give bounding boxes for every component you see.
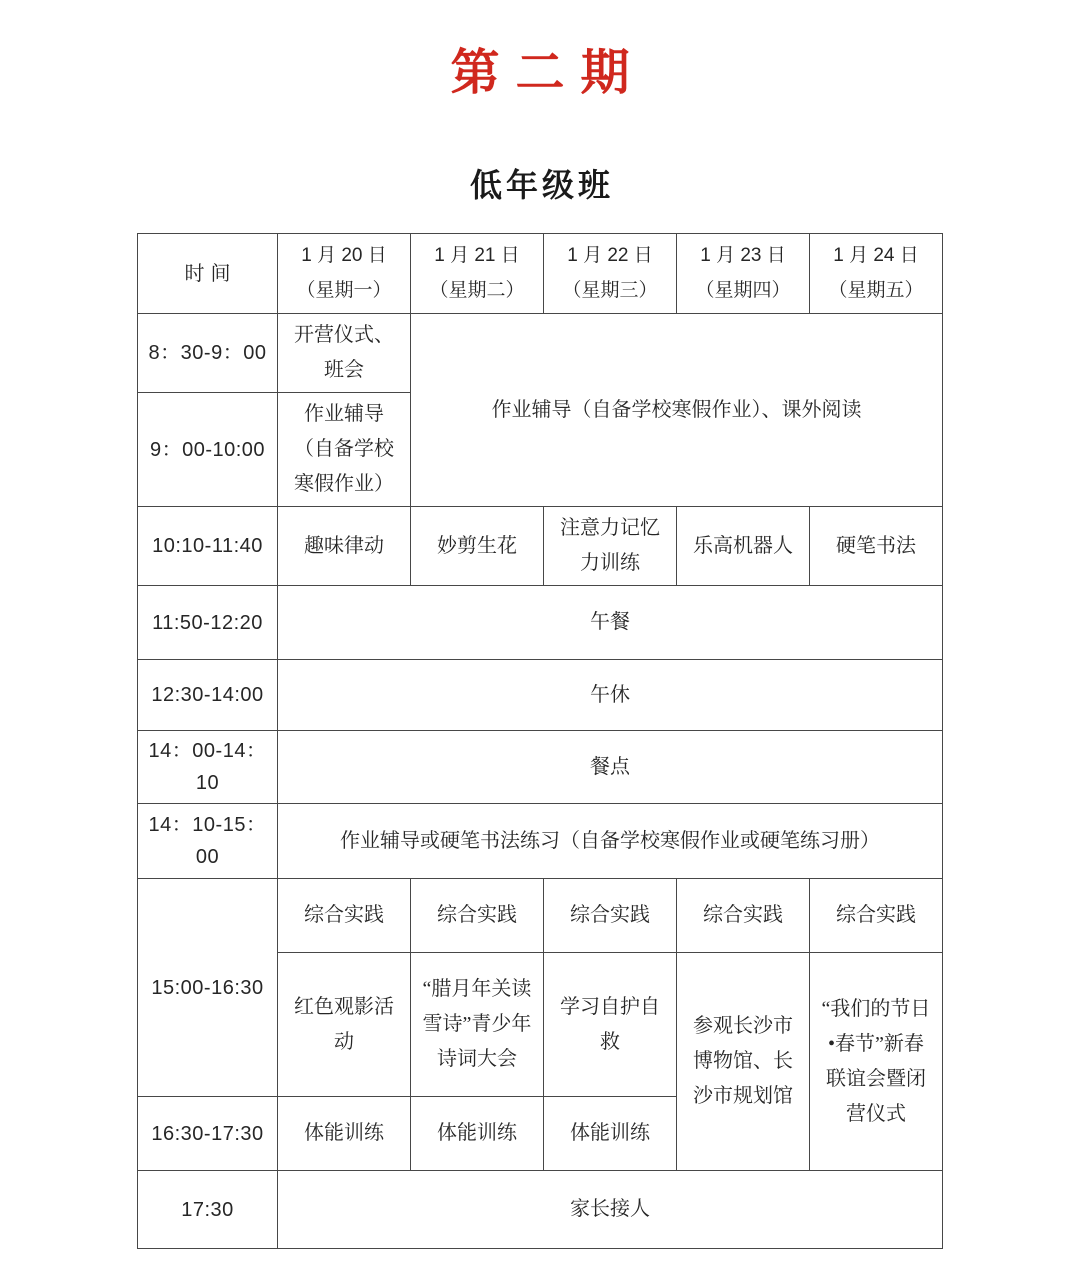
cell-time-0900: 9：00-10:00 bbox=[138, 393, 278, 507]
row-nap bbox=[138, 660, 943, 731]
day-weekday: （星期五） bbox=[828, 279, 924, 301]
cell-fitness-tuesday: 体能训练 bbox=[411, 1097, 544, 1171]
day-date: 1 月 22 日 bbox=[567, 245, 653, 267]
cell-time-0830: 8：30-9：00 bbox=[138, 314, 278, 393]
cell-activity-spring-gala: “我们的节日•春节”新春联谊会暨闭营仪式 bbox=[810, 953, 943, 1171]
day-weekday: （星期三） bbox=[562, 279, 658, 301]
header-row bbox=[138, 234, 943, 314]
day-weekday: （星期四） bbox=[695, 279, 791, 301]
row-opening bbox=[138, 314, 943, 393]
row-afternoon-homework bbox=[138, 804, 943, 879]
cell-practice-tuesday: 综合实践 bbox=[411, 879, 544, 953]
cell-activity-rhythm: 趣味律动 bbox=[278, 507, 411, 586]
day-weekday: （星期一） bbox=[296, 279, 392, 301]
cell-time-1230: 12:30-14:00 bbox=[138, 660, 278, 731]
cell-time-1630: 16:30-17:30 bbox=[138, 1097, 278, 1171]
day-date: 1 月 23 日 bbox=[700, 245, 786, 267]
cell-afternoon-homework: 作业辅导或硬笔书法练习（自备学校寒假作业或硬笔练习册） bbox=[278, 804, 943, 879]
day-weekday: （星期二） bbox=[429, 279, 525, 301]
cell-time-1730: 17:30 bbox=[138, 1171, 278, 1249]
cell-time-1150: 11:50-12:20 bbox=[138, 586, 278, 660]
page-title: 第二期 bbox=[450, 45, 646, 100]
cell-opening-ceremony: 开营仪式、班会 bbox=[278, 314, 411, 393]
cell-activity-museum-visit: 参观长沙市博物馆、长沙市规划馆 bbox=[677, 953, 810, 1171]
cell-time-1010: 10:10-11:40 bbox=[138, 507, 278, 586]
cell-activity-red-movie: 红色观影活动 bbox=[278, 953, 411, 1097]
cell-time-1500: 15:00-16:30 bbox=[138, 879, 278, 1097]
day-date: 1 月 20 日 bbox=[301, 245, 387, 267]
header-cell-day-tuesday bbox=[411, 234, 544, 314]
cell-snack: 餐点 bbox=[278, 731, 943, 804]
schedule-table bbox=[137, 233, 943, 1249]
header-cell-day-thursday bbox=[677, 234, 810, 314]
header-cell-day-wednesday bbox=[544, 234, 677, 314]
cell-practice-wednesday: 综合实践 bbox=[544, 879, 677, 953]
cell-fitness-wednesday: 体能训练 bbox=[544, 1097, 677, 1171]
header-cell-day-friday bbox=[810, 234, 943, 314]
cell-activity-self-rescue: 学习自护自救 bbox=[544, 953, 677, 1097]
cell-activity-poetry: “腊月年关读雪诗”青少年诗词大会 bbox=[411, 953, 544, 1097]
cell-lunch: 午餐 bbox=[278, 586, 943, 660]
cell-homework-reading-merged: 作业辅导（自备学校寒假作业）、课外阅读 bbox=[411, 314, 943, 507]
row-lunch bbox=[138, 586, 943, 660]
row-activity-1010 bbox=[138, 507, 943, 586]
cell-practice-friday: 综合实践 bbox=[810, 879, 943, 953]
cell-nap: 午休 bbox=[278, 660, 943, 731]
cell-activity-calligraphy: 硬笔书法 bbox=[810, 507, 943, 586]
cell-fitness-monday: 体能训练 bbox=[278, 1097, 411, 1171]
cell-time-1400: 14：00-14：10 bbox=[138, 731, 278, 804]
cell-practice-monday: 综合实践 bbox=[278, 879, 411, 953]
cell-time-1410: 14：10-15：00 bbox=[138, 804, 278, 879]
day-date: 1 月 21 日 bbox=[434, 245, 520, 267]
cell-activity-attention: 注意力记忆力训练 bbox=[544, 507, 677, 586]
cell-pickup: 家长接人 bbox=[278, 1171, 943, 1249]
row-pickup bbox=[138, 1171, 943, 1249]
cell-practice-thursday: 综合实践 bbox=[677, 879, 810, 953]
cell-activity-papercut: 妙剪生花 bbox=[411, 507, 544, 586]
class-subtitle: 低年级班 bbox=[469, 167, 614, 203]
cell-homework-monday: 作业辅导（自备学校寒假作业） bbox=[278, 393, 411, 507]
row-practice bbox=[138, 879, 943, 953]
cell-activity-lego: 乐高机器人 bbox=[677, 507, 810, 586]
header-cell-day-monday bbox=[278, 234, 411, 314]
header-cell-time: 时间 bbox=[138, 234, 278, 314]
row-snack bbox=[138, 731, 943, 804]
day-date: 1 月 24 日 bbox=[833, 245, 919, 267]
